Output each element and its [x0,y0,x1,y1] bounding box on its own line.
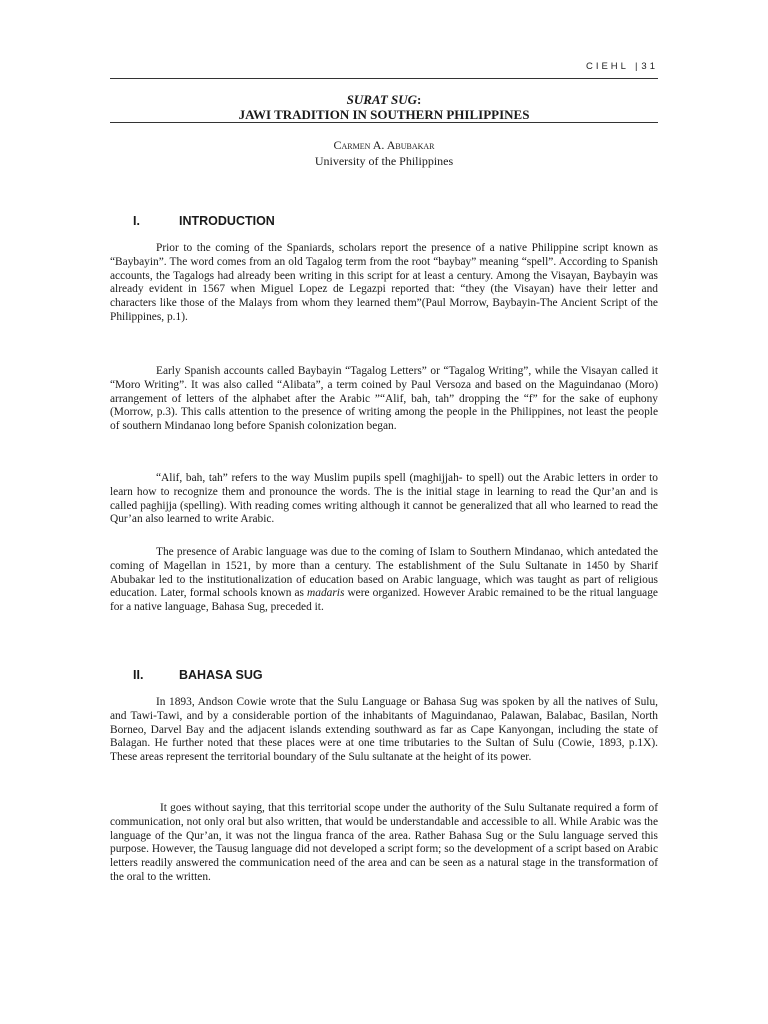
author-block [110,137,658,169]
section-number: II. [133,668,144,682]
title-line-1 [110,92,658,107]
title-block [110,92,658,122]
paragraph-3: “Alif, bah, tah” refers to the way Muslim pupils spell (maghijjah- to spell) out the Arabic letters in order to learn how to recognize them and pronounce the words. The is the initial stage in learning to read the Qur’an and is called paghijja (spelling). With reading comes writing although it cannot be generalized that all who learned to read the Qur’an also learned to write Arabic. [110,472,658,526]
paragraph-4-text-after: were organized. However Arabic remained to be the ritual language for a native language, Bahasa Sug, preceded it. [110,587,658,614]
paragraph-1: Prior to the coming of the Spaniards, scholars report the presence of a native Philippine script known as “Baybayin”. The word comes from an old Tagalog term from the root “baybay” meaning “spell”. According to Spanish accounts, the Tagalogs had already been writing in this script for at least a century. Among the Visayan, Baybayin was already evident in 1567 when Miguel Lopez de Legazpi reported that: “they (the Visayan) have their letter and characters like those of the Malays from whom they learned them”(Paul Morrow, Baybayin-The Ancient Script of the Philippines, p.1). [110,242,658,323]
section-number: I. [133,214,140,228]
title-italic-text: SURAT SUG [346,92,418,107]
title-rule [110,122,658,123]
paragraph-2: Early Spanish accounts called Baybayin “Tagalog Letters” or “Tagalog Writing”, while the Visayan called it “Moro Writing”. It was also called “Alibata”, a term coined by Paul Versoza and based on the Maguindanao (Moro) arrangement of letters of the alphabet after the Arabic ”“Alif, bah, tah” dropping the “f” for the sake of euphony (Morrow, p.3). This calls attention to the presence of writing among the people in the Philippines, not least the people of southern Mindanao long before Spanish colonization began. [110,365,658,433]
paragraph-5: In 1893, Andson Cowie wrote that the Sulu Language or Bahasa Sug was spoken by all the natives of Sulu, and Tawi-Tawi, and by a considerable portion of the inhabitants of Maguindanao, Palawan, Balabac, Basilan, North Borneo, Darvel Bay and the adjacent islands extending southward as far as Cape Kanyongan, including the state of Balagan. He further noted that these places were at one time tributaries to the Sultan of Sulu (Cowie, 1893, p.1X). These areas represent the territorial boundary of the Sulu sultanate at the height of its power. [110,696,658,764]
journal-name: CIEHL [585,61,629,72]
section-heading-bahasa-sug [133,668,263,682]
header-rule [110,78,658,79]
header-separator: | [634,61,638,72]
paragraph-4-text-before: The presence of Arabic language was due to the coming of Islam to Southern Mindanao, which antedated the coming of Magellan in 1521, by more than a century. The establishment of the Sulu Sultanate in 1450 by Sharif Abubakar led to the institutionalization of education based on Arabic language, which was taught as part of religious education. Later, formal schools known as [110,546,658,600]
paragraph-6: It goes without saying, that this territorial scope under the authority of the Sulu Sultanate required a form of communication, not only oral but also written, that would be understandable and accessible to all. While Arabic was the language of the Qur’an, it was not the lingua franca of the area. Rather Bahasa Sug or the Sulu language served this purpose. However, the Tausug language did not developed a script form; so the development of a script based on Arabic letters readily answered the communication need of the area and can be seen as a natural stage in the transformation of the oral to the written. [110,802,658,883]
section-title: BAHASA SUG [179,668,263,682]
section-title: INTRODUCTION [179,214,275,228]
title-line-2: JAWI TRADITION IN SOUTHERN PHILIPPINES [238,107,530,122]
paragraph-4 [110,546,658,615]
author-name: Carmen A. Abubakar [333,138,435,152]
author-affiliation: University of the Philippines [314,154,454,168]
title-colon: : [417,92,422,107]
running-head [110,61,658,72]
section-heading-introduction [133,214,275,228]
paragraph-4-italic-term: madaris [307,587,345,600]
page-number: 31 [641,61,658,72]
